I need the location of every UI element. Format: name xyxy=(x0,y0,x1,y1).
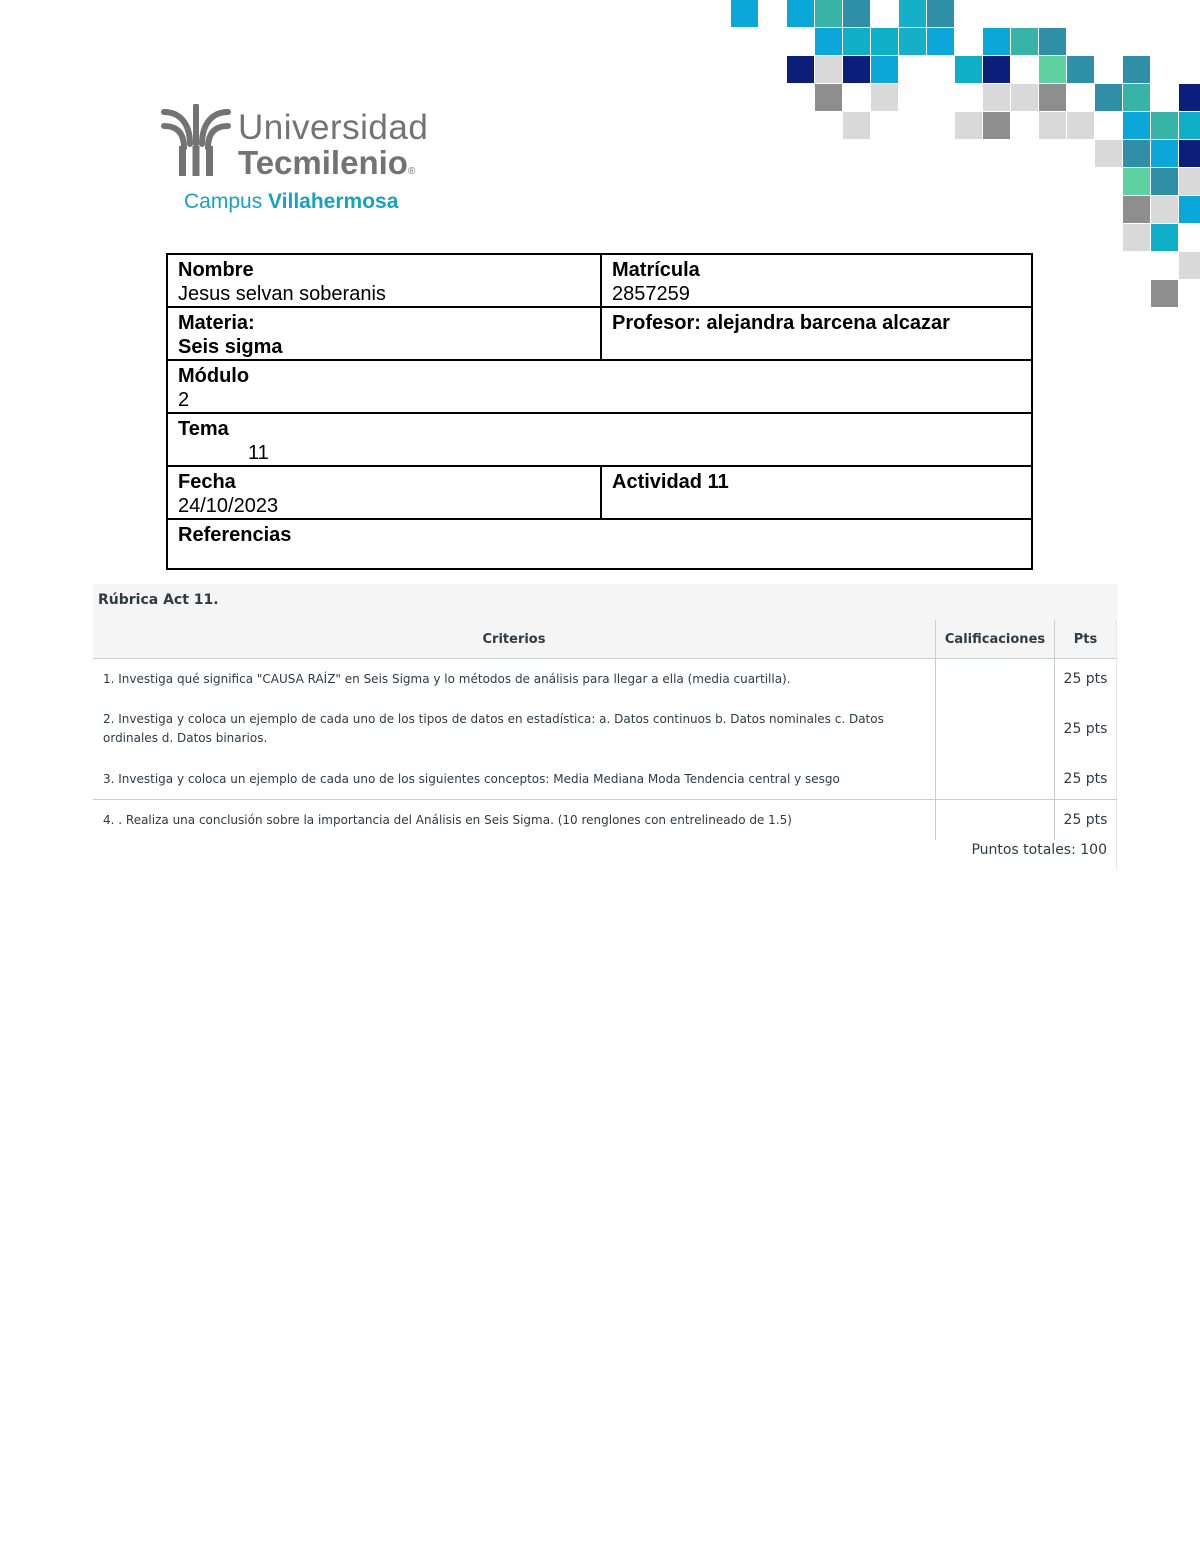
mosaic-tile-21 xyxy=(1067,56,1094,83)
mosaic-tile-51 xyxy=(1179,252,1200,279)
mosaic-tile-28 xyxy=(1095,84,1122,111)
criterio-4: 4. . Realiza una conclusión sobre la importancia del Análisis en Seis Sigma. (10 renglones con entrelineado de 1.5) xyxy=(103,812,792,827)
cell-nombre xyxy=(167,254,601,307)
mosaic-tile-14 xyxy=(787,56,814,83)
header-criterios: Criterios xyxy=(93,620,936,659)
matricula-value: 2857259 xyxy=(612,283,690,305)
modulo-label: Módulo xyxy=(178,365,250,387)
mosaic-tile-5 xyxy=(927,0,954,27)
calificacion-1 xyxy=(936,659,1055,700)
fecha-label: Fecha xyxy=(178,471,236,493)
logo-name-line1: Universidad xyxy=(238,108,429,147)
mosaic-tile-7 xyxy=(843,28,870,55)
mosaic-tile-20 xyxy=(1039,56,1066,83)
actividad-label: Actividad 11 xyxy=(612,471,729,493)
total-divider xyxy=(1116,830,1117,870)
tecmilenio-tree-icon xyxy=(160,104,232,178)
cell-matricula xyxy=(601,254,1032,307)
campus-prefix: Campus xyxy=(184,190,263,213)
tema-label: Tema xyxy=(178,418,229,440)
mosaic-tile-52 xyxy=(1151,280,1178,307)
cell-actividad xyxy=(601,466,1032,519)
logo-name-tecmilenio: Tecmilenio xyxy=(238,144,408,181)
modulo-value: 2 xyxy=(178,389,190,411)
mosaic-tile-33 xyxy=(983,112,1010,139)
rubric-header-bar xyxy=(93,584,1117,620)
mosaic-tile-31 xyxy=(843,112,870,139)
mosaic-tile-35 xyxy=(1067,112,1094,139)
mosaic-tile-6 xyxy=(815,28,842,55)
puntos-totales: Puntos totales: 100 xyxy=(971,842,1107,858)
mosaic-tile-38 xyxy=(1179,112,1200,139)
matricula-label: Matrícula xyxy=(612,259,700,281)
calificacion-2 xyxy=(936,699,1055,759)
mosaic-tile-50 xyxy=(1151,224,1178,251)
mosaic-tile-41 xyxy=(1151,140,1178,167)
materia-value: Seis sigma xyxy=(178,336,283,358)
rubric-panel xyxy=(93,584,1117,870)
student-info-table xyxy=(166,253,1033,570)
pts-3: 25 pts xyxy=(1055,759,1117,800)
mosaic-tile-1 xyxy=(787,0,814,27)
nombre-value: Jesus selvan soberanis xyxy=(178,283,386,305)
mosaic-tile-24 xyxy=(871,84,898,111)
header-calificaciones: Calificaciones xyxy=(936,620,1055,659)
materia-label: Materia: xyxy=(178,312,255,334)
mosaic-tile-30 xyxy=(1179,84,1200,111)
rubric-header-row xyxy=(93,620,1117,659)
mosaic-tile-9 xyxy=(899,28,926,55)
calificacion-3 xyxy=(936,759,1055,800)
tema-value: 11 xyxy=(248,442,269,464)
mosaic-tile-32 xyxy=(955,112,982,139)
mosaic-tile-37 xyxy=(1151,112,1178,139)
cell-materia xyxy=(167,307,601,360)
mosaic-tile-11 xyxy=(983,28,1010,55)
mosaic-tile-47 xyxy=(1151,196,1178,223)
pts-4: 25 pts xyxy=(1055,800,1117,841)
nombre-label: Nombre xyxy=(178,259,254,281)
header-pts: Pts xyxy=(1055,620,1117,659)
logo-name-line2 xyxy=(238,144,415,182)
cell-profesor xyxy=(601,307,1032,360)
mosaic-tile-49 xyxy=(1123,224,1150,251)
cell-fecha xyxy=(167,466,601,519)
mosaic-tile-26 xyxy=(1011,84,1038,111)
mosaic-tile-17 xyxy=(871,56,898,83)
pts-2: 25 pts xyxy=(1055,699,1117,759)
mosaic-tile-22 xyxy=(1123,56,1150,83)
mosaic-tile-16 xyxy=(843,56,870,83)
campus-city: Villahermosa xyxy=(268,190,399,213)
rubric-title: Rúbrica Act 11. xyxy=(98,592,219,608)
mosaic-tile-43 xyxy=(1123,168,1150,195)
mosaic-tile-15 xyxy=(815,56,842,83)
fecha-value: 24/10/2023 xyxy=(178,495,279,517)
mosaic-tile-29 xyxy=(1123,84,1150,111)
mosaic-tile-36 xyxy=(1123,112,1150,139)
table-row xyxy=(93,699,1117,759)
rubric-table xyxy=(93,620,1117,840)
mosaic-tile-3 xyxy=(843,0,870,27)
cell-referencias xyxy=(167,519,1032,569)
logo-registered-mark: ® xyxy=(407,166,416,177)
mosaic-tile-39 xyxy=(1095,140,1122,167)
mosaic-tile-42 xyxy=(1179,140,1200,167)
university-logo xyxy=(160,104,430,216)
cell-modulo xyxy=(167,360,1032,413)
mosaic-tile-40 xyxy=(1123,140,1150,167)
table-row xyxy=(93,800,1117,841)
mosaic-tile-8 xyxy=(871,28,898,55)
criterio-3: 3. Investiga y coloca un ejemplo de cada uno de los siguientes conceptos: Media Mediana Moda Tendencia central y sesgo xyxy=(93,759,936,800)
mosaic-tile-25 xyxy=(983,84,1010,111)
mosaic-tile-19 xyxy=(983,56,1010,83)
mosaic-tile-2 xyxy=(815,0,842,27)
mosaic-tile-34 xyxy=(1039,112,1066,139)
pts-1: 25 pts xyxy=(1055,659,1117,700)
calificacion-4 xyxy=(936,800,1055,841)
mosaic-tile-44 xyxy=(1151,168,1178,195)
mosaic-tile-4 xyxy=(899,0,926,27)
mosaic-tile-0 xyxy=(731,0,758,27)
mosaic-tile-12 xyxy=(1011,28,1038,55)
criterio-1: 1. Investiga qué significa "CAUSA RAÍZ" en Seis Sigma y lo métodos de análisis para llegar a ella (media cuartilla). xyxy=(103,671,791,686)
mosaic-tile-23 xyxy=(815,84,842,111)
cell-tema xyxy=(167,413,1032,466)
table-row xyxy=(93,659,1117,700)
mosaic-tile-10 xyxy=(927,28,954,55)
mosaic-tile-45 xyxy=(1179,168,1200,195)
mosaic-tile-27 xyxy=(1039,84,1066,111)
mosaic-tile-48 xyxy=(1179,196,1200,223)
referencias-label: Referencias xyxy=(178,524,292,546)
criterio-2: 2. Investiga y coloca un ejemplo de cada uno de los tipos de datos en estadística: a. Datos continuos b. Datos nominales c. Datos ordinales d. Datos binarios. xyxy=(103,712,884,745)
mosaic-tile-18 xyxy=(955,56,982,83)
table-row xyxy=(93,759,1117,800)
profesor-label: Profesor: alejandra barcena alcazar xyxy=(612,312,950,334)
mosaic-tile-13 xyxy=(1039,28,1066,55)
mosaic-tile-46 xyxy=(1123,196,1150,223)
campus-name xyxy=(184,190,398,214)
